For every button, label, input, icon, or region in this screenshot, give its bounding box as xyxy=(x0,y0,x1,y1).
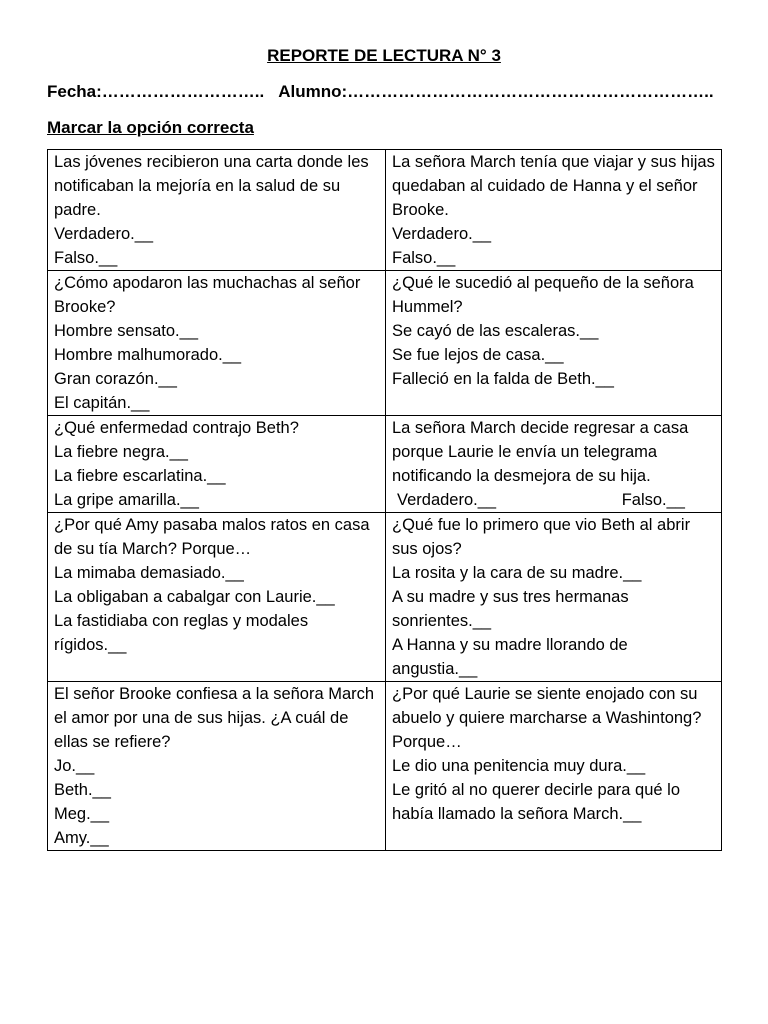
question-text: Las jóvenes recibieron una carta donde les notificaban la mejoría en la salud de su padre. xyxy=(54,153,369,219)
instruction-heading: Marcar la opción correcta xyxy=(47,118,254,137)
option[interactable]: La fastidiaba con reglas y modales rígidos.__ xyxy=(54,612,309,654)
question-text: ¿Qué le sucedió al pequeño de la señora Hummel? xyxy=(392,274,694,316)
option-false[interactable]: Falso.__ xyxy=(392,249,456,267)
question-cell xyxy=(386,150,722,271)
page-title: REPORTE DE LECTURA N° 3 xyxy=(267,46,501,65)
option[interactable]: El capitán.__ xyxy=(54,394,150,412)
question-text: La señora March tenía que viajar y sus hijas quedaban al cuidado de Hanna y el señor Brooke. xyxy=(392,153,715,219)
option[interactable]: Jo.__ xyxy=(54,757,95,775)
questions-table xyxy=(47,149,722,851)
question-cell xyxy=(386,416,722,513)
question-text: ¿Por qué Laurie se siente enojado con su abuelo y quiere marcharse a Washintong? Porque… xyxy=(392,685,702,751)
option-false[interactable]: Falso.__ xyxy=(54,249,118,267)
question-text: La señora March decide regresar a casa porque Laurie le envía un telegrama notificando la desmejora de su hija. xyxy=(392,419,689,485)
table-row xyxy=(48,150,722,271)
option[interactable]: Hombre sensato.__ xyxy=(54,322,198,340)
question-cell xyxy=(48,271,386,416)
fecha-field[interactable]: Fecha:……………………….. xyxy=(47,82,265,101)
table-row xyxy=(48,416,722,513)
option[interactable]: La mimaba demasiado.__ xyxy=(54,564,244,582)
student-info-line xyxy=(47,82,714,102)
question-cell xyxy=(386,682,722,851)
option-true[interactable]: Verdadero.__ xyxy=(392,225,492,243)
option-true[interactable]: Verdadero.__ xyxy=(397,491,497,509)
question-cell xyxy=(48,682,386,851)
option[interactable]: A Hanna y su madre llorando de angustia.__ xyxy=(392,636,628,678)
option[interactable]: Falleció en la falda de Beth.__ xyxy=(392,370,614,388)
question-cell xyxy=(48,150,386,271)
table-row xyxy=(48,682,722,851)
table-row xyxy=(48,513,722,682)
option-true[interactable]: Verdadero.__ xyxy=(54,225,154,243)
question-text: ¿Por qué Amy pasaba malos ratos en casa de su tía March? Porque… xyxy=(54,516,370,558)
option[interactable]: Le dio una penitencia muy dura.__ xyxy=(392,757,646,775)
option[interactable]: La rosita y la cara de su madre.__ xyxy=(392,564,642,582)
question-cell xyxy=(48,416,386,513)
question-text: ¿Qué enfermedad contrajo Beth? xyxy=(54,419,299,437)
question-cell xyxy=(48,513,386,682)
option[interactable]: Gran corazón.__ xyxy=(54,370,177,388)
option[interactable]: Se cayó de las escaleras.__ xyxy=(392,322,599,340)
question-text: ¿Cómo apodaron las muchachas al señor Brooke? xyxy=(54,274,361,316)
option[interactable]: Meg.__ xyxy=(54,805,110,823)
question-text: ¿Qué fue lo primero que vio Beth al abrir sus ojos? xyxy=(392,516,691,558)
question-cell xyxy=(386,271,722,416)
option[interactable]: La fiebre negra.__ xyxy=(54,443,188,461)
question-cell xyxy=(386,513,722,682)
option[interactable]: Le gritó al no querer decirle para qué lo había llamado la señora March.__ xyxy=(392,781,681,823)
option[interactable]: La obligaban a cabalgar con Laurie.__ xyxy=(54,588,335,606)
option[interactable]: La fiebre escarlatina.__ xyxy=(54,467,226,485)
option[interactable]: Hombre malhumorado.__ xyxy=(54,346,242,364)
option[interactable]: Se fue lejos de casa.__ xyxy=(392,346,564,364)
alumno-field[interactable]: Alumno:……………………………………………………….. xyxy=(278,82,714,101)
option-false[interactable]: Falso.__ xyxy=(621,491,685,509)
option[interactable]: La gripe amarilla.__ xyxy=(54,491,199,509)
true-false-row xyxy=(392,488,715,512)
option[interactable]: Amy.__ xyxy=(54,829,109,847)
question-text: El señor Brooke confiesa a la señora March el amor por una de sus hijas. ¿A cuál de ellas se refiere? xyxy=(54,685,375,751)
option[interactable]: Beth.__ xyxy=(54,781,111,799)
option[interactable]: A su madre y sus tres hermanas sonrientes.__ xyxy=(392,588,629,630)
table-row xyxy=(48,271,722,416)
